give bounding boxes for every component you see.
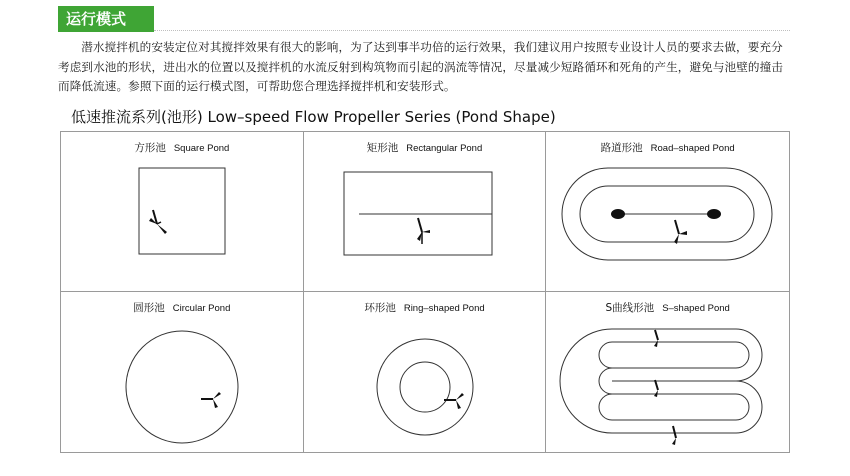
series-title: 低速推流系列(池形) Low–speed Flow Propeller Series (Pond Shape) [71,108,556,126]
pond-cell-rectangular [304,132,547,292]
pond-cell-square [61,132,304,292]
ring-pond-diagram [304,292,547,453]
mixer-icon [149,210,167,234]
pond-cell-s-shaped [546,292,789,452]
s-shaped-pond-diagram [546,292,789,453]
pond-name-cn: 路道形池 [600,142,643,154]
pond-name-cn: 矩形池 [366,142,399,154]
s-pond-lane-lower [599,394,749,420]
pond-name-en: Road–shaped Pond [650,143,735,154]
pond-name-cn: 圆形池 [133,302,165,314]
mixer-icon [672,426,676,445]
ring-pond-inner [400,362,450,412]
pond-cell-ring [304,292,547,452]
pond-name-en: Rectangular Pond [406,143,483,154]
pond-name-cn: S曲线形池 [605,302,655,314]
road-pond-end-right [707,209,721,219]
section-title: 运行模式 [58,6,154,32]
pond-cell-road [546,132,789,292]
pond-name-en: Ring–shaped Pond [403,303,485,314]
circular-pond-diagram [61,292,304,453]
mixer-icon [417,218,430,244]
road-pond-end-left [611,209,625,219]
square-pond-diagram [61,132,304,293]
pond-name-en: Circular Pond [172,303,231,314]
mixer-icon [444,393,464,409]
s-pond-lane-upper [599,342,749,368]
pond-cell-circular [61,292,304,452]
pond-grid [60,131,790,453]
intro-paragraph: 潜水搅拌机的安装定位对其搅拌效果有很大的影响，为了达到事半功倍的运行效果，我们建议用户按照专业设计人员的要求去做，要充分考虑到水池的形状，进出水的位置以及搅拌机的水流反射到构筑物而引起的涡流等情况，尽量减少短路循环和死角的产生，避免与池壁的撞击而降低流速。参照下面的运行模式图，可帮助您合理选择搅拌机和安装形式。 [58,40,784,93]
title-divider [154,30,790,31]
pond-name-cn: 方形池 [134,142,166,154]
s-pond-lane-curve [599,368,612,394]
square-pond-outline [139,168,225,254]
mixer-icon [674,220,687,244]
pond-name-en: S–shaped Pond [662,303,730,314]
ring-pond-outer [377,339,473,435]
pond-name-en: Square Pond [173,143,230,154]
circular-pond-outline [126,331,238,443]
pond-name-cn: 环形池 [364,302,396,314]
road-pond-diagram [546,132,789,293]
mixer-icon [654,330,658,347]
mixer-icon [201,392,221,408]
rectangular-pond-diagram [304,132,547,293]
